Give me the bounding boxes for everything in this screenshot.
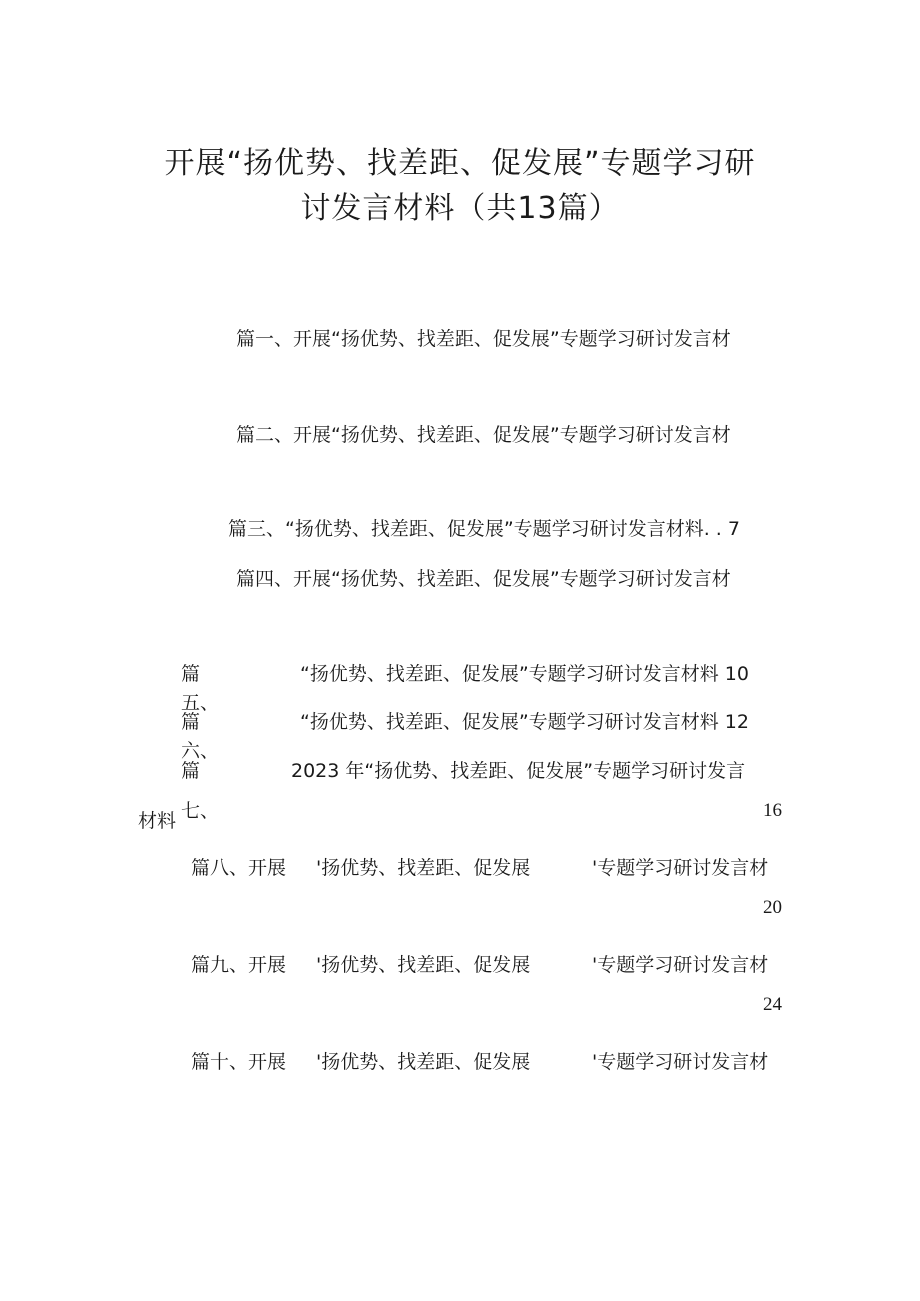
toc-item-7[interactable]: 2023 年“扬优势、找差距、促发展”专题学习研讨发言 <box>291 760 746 782</box>
toc-item-4[interactable]: 篇四、开展“扬优势、找差距、促发展”专题学习研讨发言材 <box>236 568 731 590</box>
toc-item-3[interactable]: 篇三、“扬优势、找差距、促发展”专题学习研讨发言材料. . 7 <box>228 518 740 540</box>
toc-item-9-middle[interactable]: '扬优势、找差距、促发展 <box>316 954 531 976</box>
toc-item-10-prefix: 篇十、开展 <box>191 1051 287 1073</box>
toc-item-8-page-number: 20 <box>763 897 782 918</box>
toc-item-6-prefix-number: 六、 <box>181 740 220 762</box>
toc-item-6-prefix: 篇 <box>181 711 201 733</box>
toc-item-7-prefix-number: 七、 <box>181 800 220 822</box>
toc-item-1[interactable]: 篇一、开展“扬优势、找差距、促发展”专题学习研讨发言材 <box>236 328 731 350</box>
toc-item-8-end[interactable]: '专题学习研讨发言材 <box>592 857 769 879</box>
toc-item-8-middle[interactable]: '扬优势、找差距、促发展 <box>316 857 531 879</box>
toc-item-5[interactable]: “扬优势、找差距、促发展”专题学习研讨发言材料 10 <box>300 663 749 685</box>
toc-item-7-prefix: 篇 <box>181 760 201 782</box>
toc-item-5-prefix-number: 五、 <box>181 692 220 714</box>
toc-item-10-middle[interactable]: '扬优势、找差距、促发展 <box>316 1051 531 1073</box>
toc-item-9-prefix: 篇九、开展 <box>191 954 287 976</box>
toc-item-7-page-number: 16 <box>763 800 782 821</box>
toc-item-5-prefix: 篇 <box>181 663 201 685</box>
toc-item-2[interactable]: 篇二、开展“扬优势、找差距、促发展”专题学习研讨发言材 <box>236 424 731 446</box>
toc-item-6[interactable]: “扬优势、找差距、促发展”专题学习研讨发言材料 12 <box>300 711 749 733</box>
toc-item-7-continuation: 材料 <box>138 810 177 832</box>
toc-item-9-page-number: 24 <box>763 994 782 1015</box>
document-title-line-1: 开展“扬优势、找差距、促发展”专题学习研 <box>164 146 756 181</box>
toc-item-8-prefix: 篇八、开展 <box>191 857 287 879</box>
toc-item-10-end[interactable]: '专题学习研讨发言材 <box>592 1051 769 1073</box>
document-title-line-2: 讨发言材料（共13篇） <box>300 191 620 226</box>
toc-item-9-end[interactable]: '专题学习研讨发言材 <box>592 954 769 976</box>
